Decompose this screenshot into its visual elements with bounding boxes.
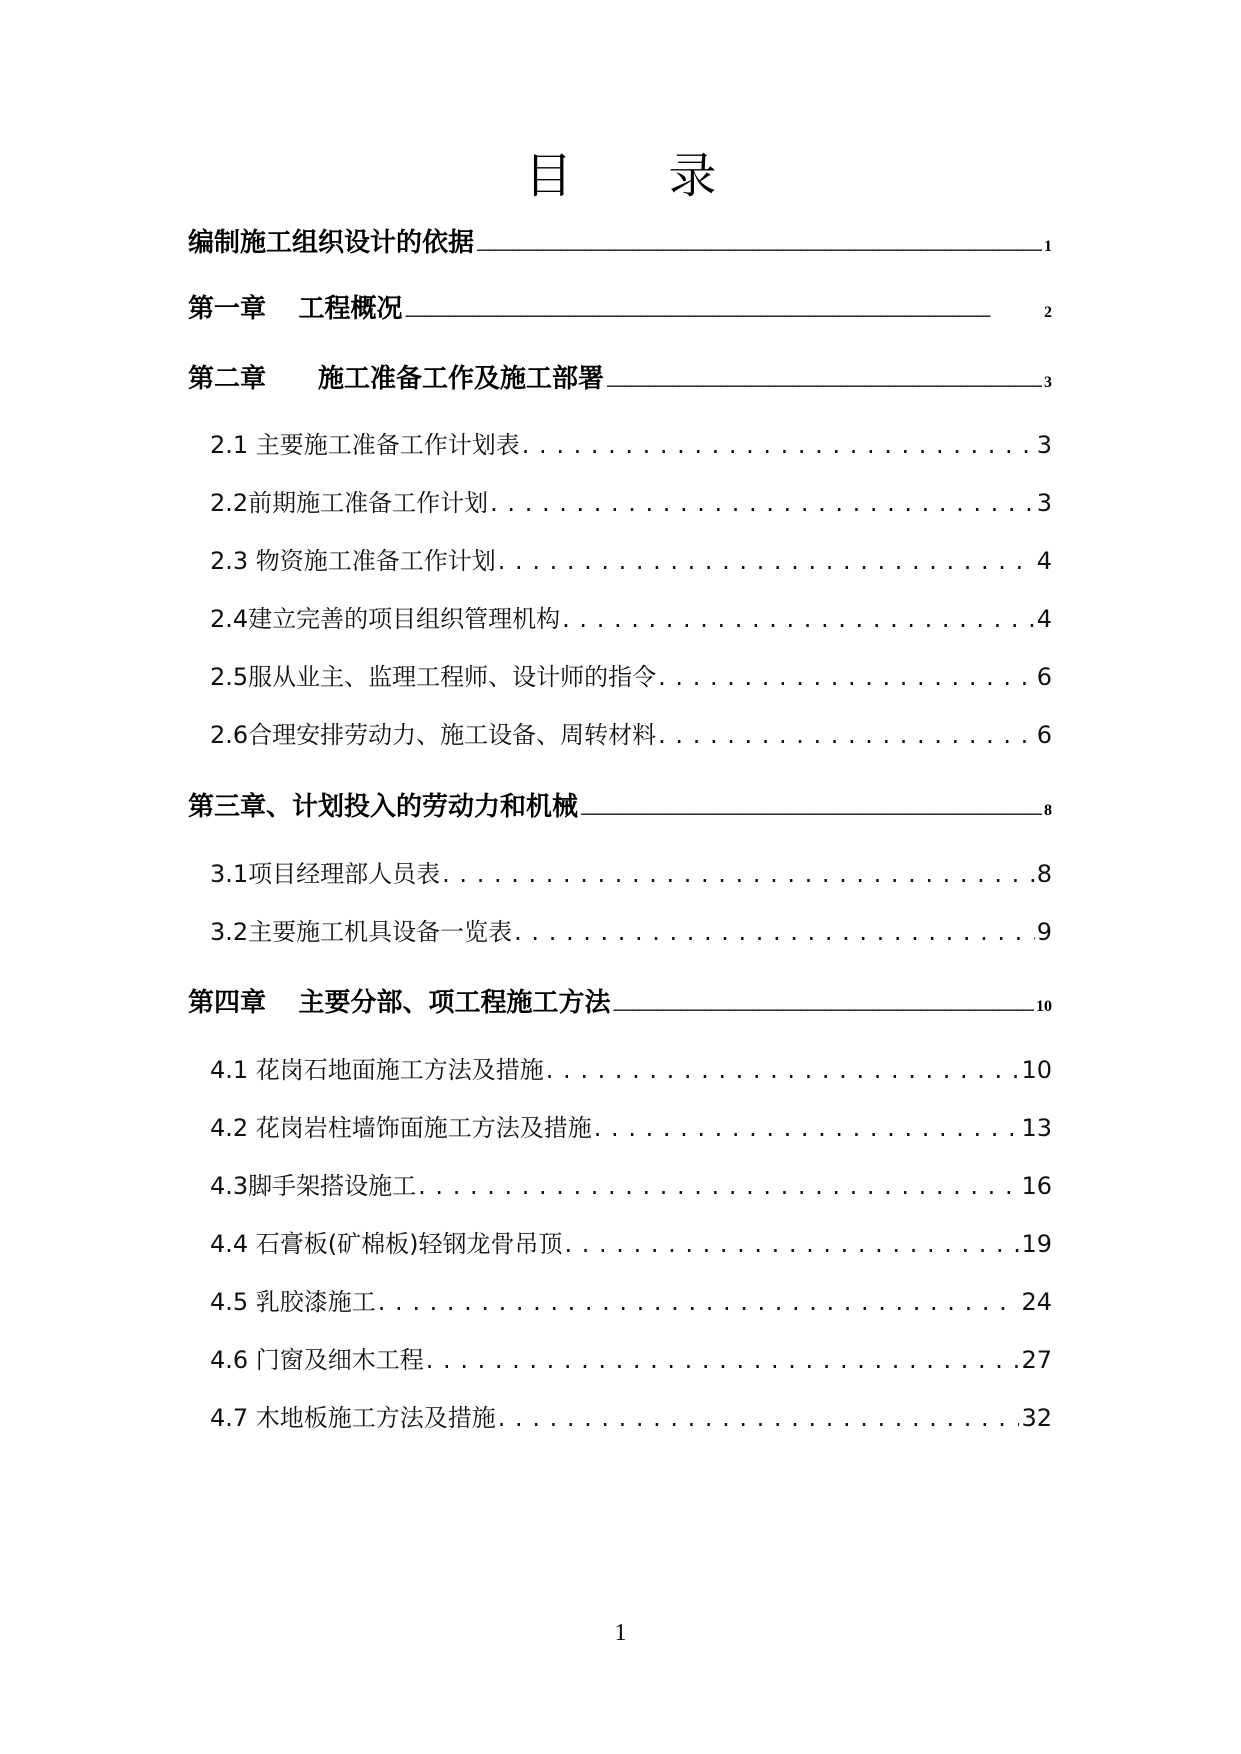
toc-entry-label: 4.2 花岗岩柱墙饰面施工方法及措施: [210, 1114, 592, 1142]
toc-entry-label: 2.6合理安排劳动力、施工设备、周转材料: [210, 721, 657, 749]
toc-entry-page: 4: [1036, 547, 1052, 575]
toc-dot-leader: [613, 1000, 1034, 1016]
toc-entry-page: 4: [1036, 605, 1052, 633]
toc-entry-page: 6: [1036, 721, 1052, 749]
toc-entry[interactable]: [210, 1282, 1052, 1317]
toc-entry-page: 1: [1044, 238, 1052, 255]
toc-dot-leader: [514, 918, 1035, 946]
toc-entry-label: 4.7 木地板施工方法及措施: [210, 1404, 496, 1432]
toc-dot-leader: [594, 1114, 1020, 1142]
toc-dot-leader: [606, 376, 1042, 392]
toc-entry-label: 4.3脚手架搭设施工: [210, 1172, 417, 1200]
toc-title-char-1: 目: [524, 148, 573, 204]
toc-dot-leader: [476, 240, 1042, 256]
toc-entry[interactable]: [210, 1166, 1052, 1201]
toc-entry-label: 第四章 主要分部、项工程施工方法: [188, 988, 611, 1017]
toc-dot-leader: [658, 721, 1035, 749]
toc-entry-page: 13: [1021, 1114, 1052, 1142]
toc-entry[interactable]: [210, 425, 1052, 460]
toc-dot-leader: [546, 1056, 1020, 1084]
toc-dot-leader: [498, 1404, 1020, 1432]
toc-dot-leader: [405, 306, 1042, 322]
toc-entry[interactable]: [210, 715, 1052, 750]
toc-entry-page: 16: [1021, 1172, 1052, 1200]
toc-dot-leader: [442, 860, 1035, 888]
toc-entry-label: 4.5 乳胶漆施工: [210, 1288, 376, 1316]
toc-entry-label: 2.3 物资施工准备工作计划: [210, 547, 496, 575]
toc-entry-page: 2: [1044, 304, 1052, 321]
toc-entry[interactable]: [210, 541, 1052, 576]
toc-entry-label: 3.2主要施工机具设备一览表: [210, 918, 513, 946]
toc-entry-label: 编制施工组织设计的依据: [188, 228, 475, 257]
toc-entry-page: 24: [1021, 1288, 1052, 1316]
toc-entry-label: 2.2前期施工准备工作计划: [210, 489, 489, 517]
toc-entry-label: 4.4 石膏板(矿棉板)轻钢龙骨吊顶: [210, 1230, 563, 1258]
toc-entry[interactable]: [210, 1108, 1052, 1143]
toc-entry[interactable]: [210, 657, 1052, 692]
toc-dot-leader: [418, 1172, 1019, 1200]
toc-entry-page: 8: [1044, 802, 1052, 819]
toc-entry-label: 4.6 门窗及细木工程: [210, 1346, 424, 1374]
toc-entry-page: 27: [1021, 1346, 1052, 1374]
toc-entry[interactable]: [188, 358, 1052, 395]
toc-entry[interactable]: [210, 854, 1052, 889]
toc-entry-page: 10: [1036, 998, 1052, 1015]
toc-entry-page: 3: [1036, 489, 1052, 517]
toc-entry-label: 2.1 主要施工准备工作计划表: [210, 431, 520, 459]
toc-entry-label: 第二章 施工准备工作及施工部署: [188, 364, 605, 393]
toc-entry[interactable]: [210, 1398, 1052, 1433]
toc-title-char-2: 录: [668, 148, 717, 204]
toc-entry[interactable]: [210, 912, 1052, 947]
toc-entry[interactable]: [188, 288, 1052, 325]
toc-dot-leader: [490, 489, 1035, 517]
toc-dot-leader: [658, 663, 1035, 691]
toc-title: [0, 148, 1241, 204]
toc-entry-page: 8: [1036, 860, 1052, 888]
toc-entry-page: 3: [1036, 431, 1052, 459]
toc-entry[interactable]: [210, 599, 1052, 634]
toc-dot-leader: [580, 804, 1042, 820]
toc-entry-page: 3: [1044, 374, 1052, 391]
toc-dot-leader: [498, 547, 1035, 575]
toc-entry[interactable]: [210, 1224, 1052, 1259]
toc-dot-leader: [565, 1230, 1020, 1258]
toc-entry-label: 第一章 工程概况: [188, 294, 403, 323]
toc-dot-leader: [562, 605, 1035, 633]
toc-entry[interactable]: [188, 222, 1052, 259]
page-footer-number: 1: [614, 1620, 627, 1646]
toc-dot-leader: [426, 1346, 1020, 1374]
toc-dot-leader: [522, 431, 1035, 459]
toc-entry-label: 3.1项目经理部人员表: [210, 860, 441, 888]
toc-entry[interactable]: [210, 1050, 1052, 1085]
toc-dot-leader: [378, 1288, 1020, 1316]
toc-entry-page: 32: [1021, 1404, 1052, 1432]
toc-entry-label: 4.1 花岗石地面施工方法及措施: [210, 1056, 544, 1084]
toc-entry-label: 2.5服从业主、监理工程师、设计师的指令: [210, 663, 657, 691]
toc-entry-label: 第三章、计划投入的劳动力和机械: [188, 792, 579, 821]
toc-entry[interactable]: [188, 982, 1052, 1019]
toc-entry-page: 6: [1036, 663, 1052, 691]
toc-entry[interactable]: [210, 1340, 1052, 1375]
toc-entry[interactable]: [210, 483, 1052, 518]
toc-entry-page: 19: [1021, 1230, 1052, 1258]
toc-entry-label: 2.4建立完善的项目组织管理机构: [210, 605, 561, 633]
toc-entry[interactable]: [188, 786, 1052, 823]
toc-entry-page: 10: [1021, 1056, 1052, 1084]
toc-entry-page: 9: [1036, 918, 1052, 946]
